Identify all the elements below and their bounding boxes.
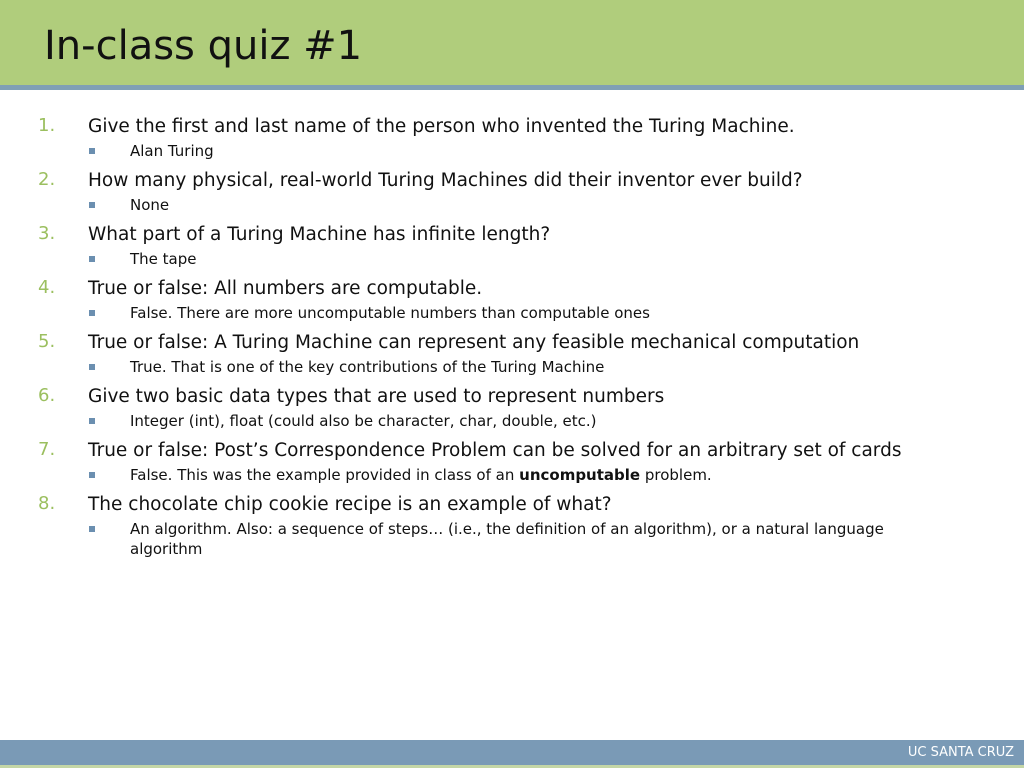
square-bullet-icon: [89, 472, 95, 478]
square-bullet-icon: [89, 418, 95, 424]
question-item-7: [32, 438, 952, 485]
answer-text: True. That is one of the key contributions of the Turing Machine: [130, 358, 605, 376]
answer-text-start: False. This was the example provided in class of an: [130, 466, 520, 484]
answer-text: False. There are more uncomputable numbers than computable ones: [130, 304, 650, 322]
question-number: 3.: [38, 223, 56, 244]
answer-item: [88, 519, 952, 559]
question-item-4: [32, 276, 952, 323]
answer-text: The tape: [130, 250, 197, 268]
question-item-5: [32, 330, 952, 377]
question-item-3: [32, 222, 952, 269]
question-text: How many physical, real-world Turing Machines did their inventor ever build?: [88, 170, 803, 191]
question-number: 5.: [38, 331, 56, 352]
question-text: What part of a Turing Machine has infinite length?: [88, 224, 551, 245]
question-text: Give two basic data types that are used to represent numbers: [88, 386, 665, 407]
footer-bar: [0, 740, 1024, 765]
quiz-list: [32, 114, 952, 566]
question-number: 1.: [38, 115, 56, 136]
square-bullet-icon: [89, 310, 95, 316]
answer-item: [88, 303, 952, 323]
question-number: 2.: [38, 169, 56, 190]
question-number: 6.: [38, 385, 56, 406]
question-number: 4.: [38, 277, 56, 298]
answer-text: An algorithm. Also: a sequence of steps… (i.e., the definition of an algorithm), or a natural language algorithm: [130, 520, 884, 558]
answer-item: [88, 249, 952, 269]
square-bullet-icon: [89, 526, 95, 532]
answer-item: [88, 411, 952, 431]
question-item-8: [32, 492, 952, 559]
square-bullet-icon: [89, 364, 95, 370]
question-item-2: [32, 168, 952, 215]
square-bullet-icon: [89, 202, 95, 208]
answer-item: [88, 141, 952, 161]
answer-text: None: [130, 196, 170, 214]
answer-text: Alan Turing: [130, 142, 214, 160]
slide-title: In-class quiz #1: [44, 23, 363, 69]
answer-text: Integer (int), float (could also be character, char, double, etc.): [130, 412, 597, 430]
question-item-6: [32, 384, 952, 431]
square-bullet-icon: [89, 148, 95, 154]
answer-text-end: problem.: [640, 466, 712, 484]
answer-item: [88, 357, 952, 377]
question-text: Give the first and last name of the person who invented the Turing Machine.: [88, 116, 795, 137]
question-number: 7.: [38, 439, 56, 460]
answer-item: [88, 465, 952, 485]
question-number: 8.: [38, 493, 56, 514]
footer-label: UC SANTA CRUZ: [907, 745, 1014, 760]
answer-emphasis: uncomputable: [519, 466, 641, 484]
question-text: True or false: All numbers are computable.: [88, 278, 483, 299]
answer-item: [88, 195, 952, 215]
question-text: The chocolate chip cookie recipe is an example of what?: [88, 494, 612, 515]
question-item-1: [32, 114, 952, 161]
title-divider: [0, 85, 1024, 90]
question-text: True or false: A Turing Machine can represent any feasible mechanical computation: [88, 332, 860, 353]
square-bullet-icon: [89, 256, 95, 262]
question-text: True or false: Post’s Correspondence Problem can be solved for an arbitrary set of cards: [88, 440, 902, 461]
